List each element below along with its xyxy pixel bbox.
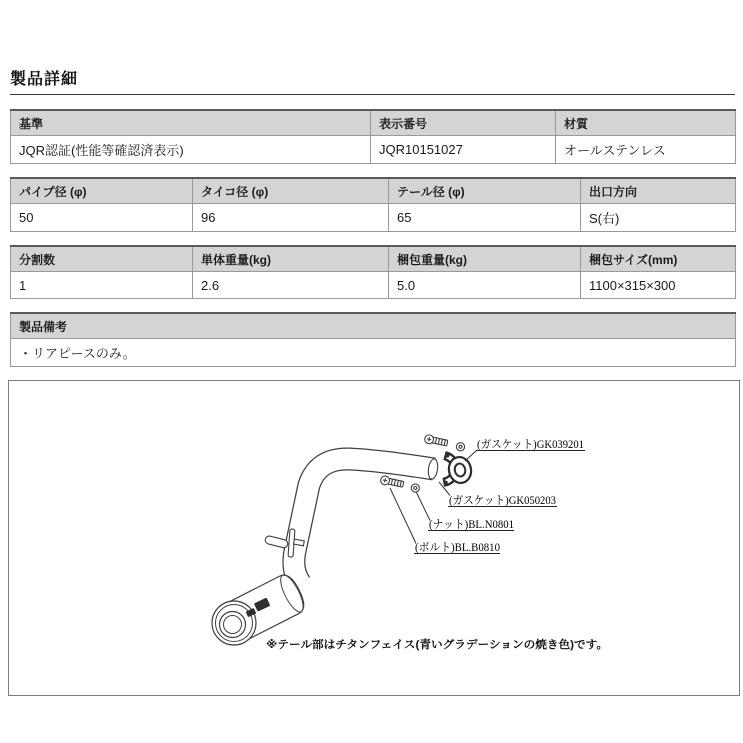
header-split-count: 分割数: [11, 246, 193, 272]
value-pipe-diameter: 50: [11, 204, 193, 232]
spec-table-standard: [10, 109, 736, 164]
value-product-remarks: ・リアピースのみ。: [11, 339, 736, 367]
page-title: 製品詳細: [10, 71, 79, 88]
table-value-row: [11, 204, 736, 232]
exhaust-pipe-drawing: [294, 458, 439, 584]
header-taiko-diameter: タイコ径 (φ): [193, 178, 389, 204]
header-package-weight: 梱包重量(kg): [389, 246, 581, 272]
table-header-row: [11, 313, 736, 339]
header-display-number: 表示番号: [371, 110, 556, 136]
bolt-bottom-drawing: [380, 475, 404, 488]
value-tail-diameter: 65: [389, 204, 581, 232]
table-header-row: [11, 178, 736, 204]
diagram-footnote: ※テール部はチタンフェイス(青いグラデーションの焼き色)です。: [266, 639, 590, 651]
table-value-row: [11, 272, 736, 299]
spec-table-diameters: [10, 177, 736, 232]
header-standard: 基準: [11, 110, 371, 136]
table-header-row: [11, 246, 736, 272]
part-label-gasket-2: (ガスケット)GK050203: [449, 495, 565, 507]
table-header-row: [11, 110, 736, 136]
header-unit-weight: 単体重量(kg): [193, 246, 389, 272]
title-divider: [10, 94, 735, 95]
nut-top-drawing: [456, 443, 464, 451]
value-package-size: 1100×315×300: [581, 272, 736, 299]
part-label-bolt: (ボルト)BL.B0810: [415, 542, 506, 554]
bolt-top-drawing: [424, 434, 448, 447]
nut-bottom-drawing: [411, 484, 419, 492]
value-unit-weight: 2.6: [193, 272, 389, 299]
header-package-size: 梱包サイズ(mm): [581, 246, 736, 272]
value-standard: JQR認証(性能等確認済表示): [11, 136, 371, 164]
value-package-weight: 5.0: [389, 272, 581, 299]
table-value-row: [11, 136, 736, 164]
header-pipe-diameter: パイプ径 (φ): [11, 178, 193, 204]
value-display-number: JQR10151027: [371, 136, 556, 164]
part-label-gasket-1: (ガスケット)GK039201: [477, 439, 593, 451]
spec-table-remarks: [10, 312, 736, 367]
header-product-remarks: 製品備考: [11, 313, 736, 339]
part-label-nut: (ナット)BL.N0801: [429, 519, 515, 531]
value-taiko-diameter: 96: [193, 204, 389, 232]
value-split-count: 1: [11, 272, 193, 299]
header-outlet-direction: 出口方向: [581, 178, 736, 204]
muffler-drawing: [212, 571, 309, 645]
value-material: オールステンレス: [556, 136, 736, 164]
header-material: 材質: [556, 110, 736, 136]
table-value-row: [11, 339, 736, 367]
header-tail-diameter: テール径 (φ): [389, 178, 581, 204]
product-diagram: [8, 380, 740, 696]
value-outlet-direction: S(右): [581, 204, 736, 232]
spec-table-weights: [10, 245, 736, 299]
